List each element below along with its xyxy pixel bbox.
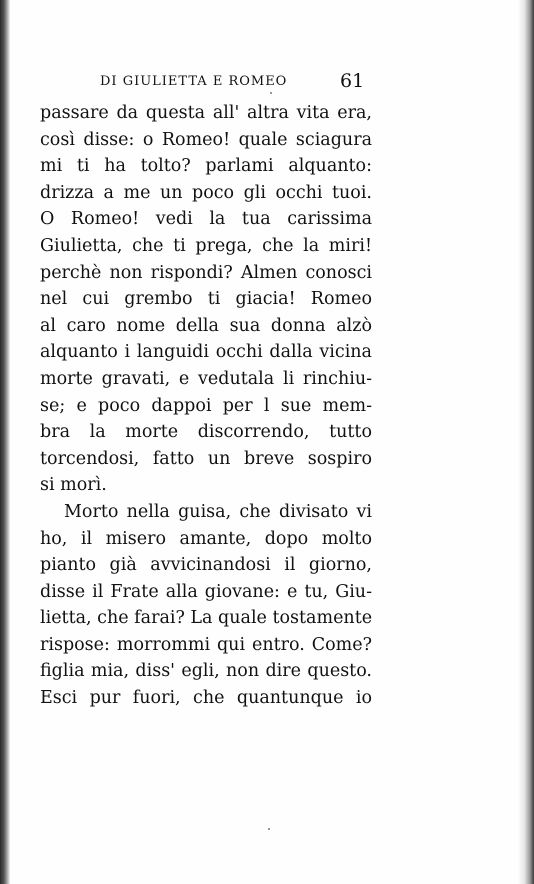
text-line: rispose: morrommi qui entro. Come? bbox=[40, 634, 372, 655]
text-line: O Romeo! vedi la tua carissima bbox=[40, 209, 372, 230]
text-line: torcendosi, fatto un breve sospiro bbox=[40, 448, 372, 469]
text-line: figlia mia, diss' egli, non dire questo. bbox=[40, 661, 372, 682]
text-line: se; e poco dappoi per l sue mem- bbox=[40, 395, 372, 416]
text-line: pianto già avvicinandosi il giorno, bbox=[40, 555, 372, 576]
text-line: disse il Frate alla giovane: e tu, Giu- bbox=[40, 581, 372, 602]
text-line: morte gravati, e vedutala li rinchiu- bbox=[40, 368, 372, 389]
running-head: DI GIULIETTA E ROMEO bbox=[100, 74, 288, 89]
body-text bbox=[40, 100, 372, 712]
text-line: mi ti ha tolto? parlami alquanto: bbox=[40, 156, 372, 177]
scan-speck bbox=[270, 92, 272, 94]
scan-binding-edge bbox=[0, 0, 10, 884]
text-line: nel cui grembo ti giacia! Romeo bbox=[40, 289, 372, 310]
text-line: perchè non rispondi? Almen conosci bbox=[40, 262, 372, 283]
page-number: 61 bbox=[340, 70, 365, 92]
scan-speck bbox=[268, 828, 270, 830]
text-line: Morto nella guisa, che divisato vi bbox=[64, 501, 372, 522]
text-line: alquanto i languidi occhi dalla vicina bbox=[40, 342, 372, 363]
text-line: Giulietta, che ti prega, che la miri! bbox=[40, 235, 372, 256]
text-line: lietta, che farai? La quale tostamente bbox=[40, 608, 372, 629]
scan-outer-edge bbox=[518, 0, 534, 884]
text-line: passare da questa all' altra vita era, bbox=[40, 103, 372, 123]
text-line: così disse: o Romeo! quale sciagura bbox=[40, 129, 372, 150]
text-line: si morì. bbox=[40, 475, 107, 496]
text-line: Esci pur fuori, che quantunque io bbox=[40, 688, 372, 709]
text-line: drizza a me un poco gli occhi tuoi. bbox=[40, 182, 372, 203]
text-line: ho, il misero amante, dopo molto bbox=[40, 528, 372, 549]
text-line: al caro nome della sua donna alzò bbox=[40, 315, 372, 336]
text-line: bra la morte discorrendo, tutto bbox=[40, 422, 372, 443]
page-header bbox=[100, 70, 380, 94]
